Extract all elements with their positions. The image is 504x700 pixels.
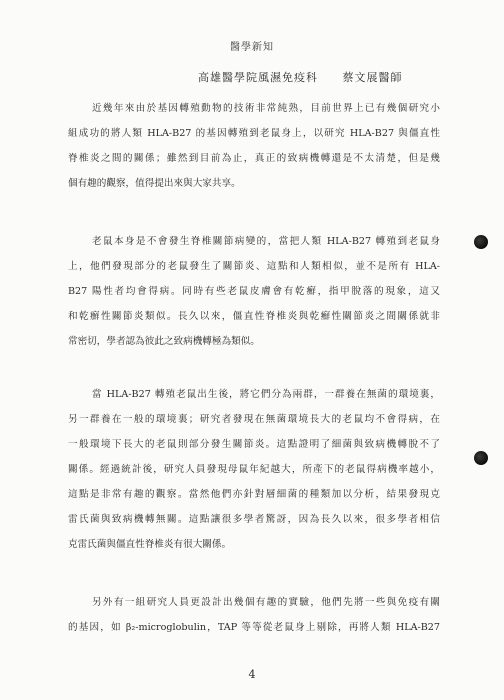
paragraph-line: 關係。經過統計後，研究人員發現母鼠年紀越大，所產下的老鼠得病機率越小， [68, 464, 440, 475]
paragraph-line: 另外有一組研究人員更設計出幾個有趣的實驗，他們先將一些與免疫有關 [92, 597, 440, 608]
paragraph-line: 上，他們發現部分的老鼠發生了關節炎、這點和人類相似，並不是所有 HLA- [68, 261, 440, 272]
paragraph-line: 克雷氏菌與僵直性脊椎炎有很大關係。 [68, 539, 232, 550]
paragraph-line: B27 陽性者均會得病。同時有些老鼠皮膚會有乾癬，指甲脫落的現象，這又 [68, 286, 440, 297]
punch-hole-top [474, 235, 488, 249]
paragraph-line: 雷氏菌與致病機轉無關。這點讓很多學者驚訝，因為長久以來，很多學者相信 [68, 514, 440, 525]
paragraph-2 [68, 229, 440, 354]
punch-hole-bottom [474, 451, 488, 465]
section-heading: 醫學新知 [230, 42, 274, 53]
paragraph-line: 近幾年來由於基因轉殖動物的技術非常純熟，目前世界上已有幾個研究小 [92, 103, 440, 114]
paragraph-line: 一般環境下長大的老鼠則部分發生關節炎。這點證明了細菌與致病機轉脫不了 [68, 439, 440, 450]
paragraph-line: 這點是非常有趣的觀察。當然他們亦針對層細菌的種類加以分析，結果發現克 [68, 489, 440, 500]
paragraph-line: 和乾癬性關節炎類似。長久以來，僵直性脊椎炎與乾癬性關節炎之間關係就非 [68, 311, 440, 322]
paragraph-line: 老鼠本身是不會發生脊椎關節病變的，當把人類 HLA-B27 轉殖到老鼠身 [92, 236, 440, 247]
page-number: 4 [248, 668, 256, 681]
author-name: 蔡文展醫師 [342, 71, 403, 84]
paragraph-4 [68, 590, 440, 640]
paragraph-line: 的基因，如 β₂-microglobulin，TAP 等等從老鼠身上剔除，再將人類 HLA-B27 [68, 622, 440, 633]
paragraph-1 [68, 96, 440, 196]
author-department: 高雄醫學院風濕免疫科 [198, 71, 318, 84]
paragraph-line: 脊椎炎之間的關係；雖然到目前為止，真正的致病機轉還是不太清楚，但是幾 [68, 153, 440, 164]
paragraph-line: 個有趣的觀察，值得提出來與大家共享。 [68, 178, 241, 189]
paragraph-3 [68, 382, 440, 557]
paragraph-line: 常密切，學者認為彼此之致病機轉極為類似。 [68, 336, 260, 347]
author-line [198, 69, 448, 85]
paragraph-line: 組成功的將人類 HLA-B27 的基因轉殖到老鼠身上，以研究 HLA-B27 與僵直性 [68, 128, 440, 139]
paragraph-line: 當 HLA-B27 轉殖老鼠出生後，將它們分為兩群，一群養在無菌的環境裏， [92, 389, 440, 400]
paragraph-line: 另一群養在一般的環境裏；研究者發現在無菌環境長大的老鼠均不會得病，在 [68, 414, 440, 425]
